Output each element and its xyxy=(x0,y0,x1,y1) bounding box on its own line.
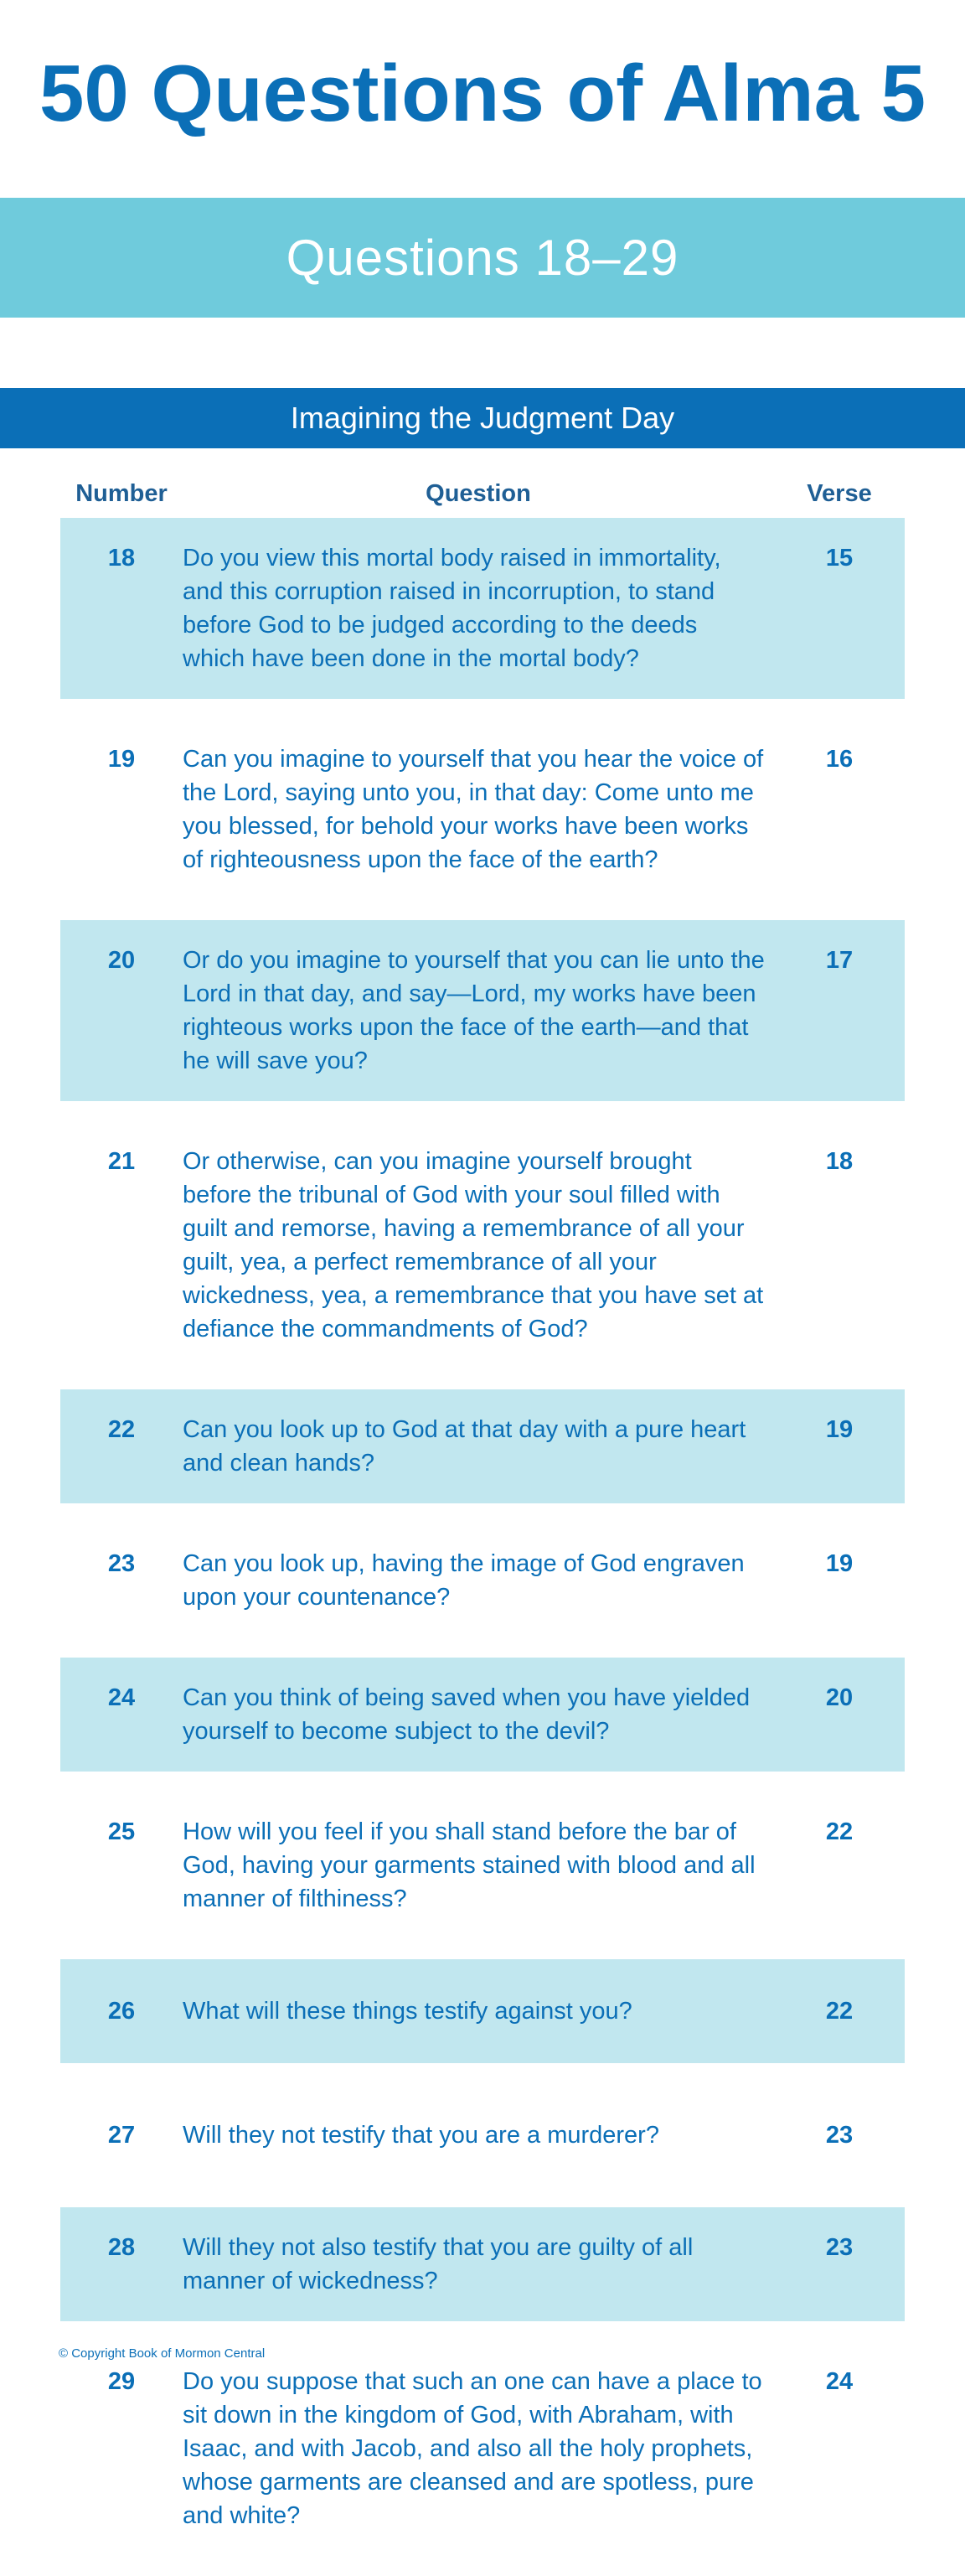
table-row xyxy=(60,1121,905,1369)
subtitle-banner xyxy=(0,198,965,318)
table-row xyxy=(60,518,905,699)
table-header-row xyxy=(60,473,905,514)
table-row xyxy=(60,2207,905,2321)
question-text: What will these things testify against you? xyxy=(183,1998,632,2025)
question-number: 22 xyxy=(107,1416,136,1443)
table-body xyxy=(60,518,905,2556)
table-row xyxy=(60,920,905,1101)
verse-number: 23 xyxy=(825,2234,854,2261)
verse-number: 18 xyxy=(825,1148,854,1175)
question-text: Will they not testify that you are a murderer? xyxy=(183,2122,659,2149)
table-row xyxy=(60,1523,905,1637)
question-number: 29 xyxy=(107,2368,136,2395)
question-number: 25 xyxy=(107,1818,136,1845)
question-text: Or otherwise, can you imagine yourself brought before the tribunal of God with your soul filled with guilt and remorse, having a remembrance of all your guilt, yea, a perfect remembrance of all your wickedness, yea, a remembrance that you have set at defiance the commandments of God? xyxy=(183,1148,764,1342)
table-row xyxy=(60,1389,905,1503)
table-row xyxy=(60,1959,905,2063)
question-text: Or do you imagine to yourself that you can lie unto the Lord in that day, and say—Lord, my works have been righteous works upon the face of the earth—and that he will save you? xyxy=(183,947,765,1074)
verse-number: 20 xyxy=(825,1684,854,1711)
question-number: 28 xyxy=(107,2234,136,2261)
verse-number: 17 xyxy=(825,947,854,974)
question-text: Can you look up, having the image of God engraven upon your countenance? xyxy=(183,1550,745,1611)
copyright-footer: © Copyright Book of Mormon Central xyxy=(59,2346,266,2361)
table-row xyxy=(60,2341,905,2556)
question-text: Do you view this mortal body raised in immortality, and this corruption raised in incorruption, to stand before God to be judged according to the deeds which have been done in the mortal body? xyxy=(183,545,721,672)
question-number: 23 xyxy=(107,1550,136,1577)
verse-number: 19 xyxy=(825,1416,854,1443)
question-number: 19 xyxy=(107,746,136,773)
question-text: Can you look up to God at that day with a pure heart and clean hands? xyxy=(183,1416,746,1477)
table-row xyxy=(60,1792,905,1939)
question-text: Do you suppose that such an one can have a place to sit down in the kingdom of God, with Abraham, with Isaac, and with Jacob, and also all the holy prophets, whose garments are cleansed and are spotless, pure and white? xyxy=(183,2368,762,2529)
verse-number: 16 xyxy=(825,746,854,773)
question-number: 27 xyxy=(107,2122,136,2149)
subtitle: Questions 18–29 xyxy=(286,230,679,286)
verse-number: 15 xyxy=(825,545,854,572)
question-number: 21 xyxy=(107,1148,136,1175)
table-row xyxy=(60,719,905,900)
section-title: Imagining the Judgment Day xyxy=(290,401,675,435)
section-header-bar xyxy=(0,388,965,448)
header-question: Question xyxy=(426,479,531,507)
question-number: 24 xyxy=(107,1684,136,1711)
verse-number: 22 xyxy=(825,1998,854,2025)
question-text: Can you imagine to yourself that you hear the voice of the Lord, saying unto you, in that day: Come unto me you blessed, for behold your works have been works of righteousness upon the face of the earth? xyxy=(183,746,764,873)
table-row xyxy=(60,1658,905,1772)
question-text: Can you think of being saved when you have yielded yourself to become subject to the devil? xyxy=(183,1684,751,1745)
verse-number: 19 xyxy=(825,1550,854,1577)
question-text: How will you feel if you shall stand before the bar of God, having your garments stained with blood and all manner of filthiness? xyxy=(183,1818,756,1912)
question-number: 26 xyxy=(107,1998,136,2025)
verse-number: 24 xyxy=(825,2368,854,2395)
page-title: 50 Questions of Alma 5 xyxy=(39,49,926,138)
question-number: 18 xyxy=(107,545,136,572)
verse-number: 22 xyxy=(825,1818,854,1845)
question-number: 20 xyxy=(107,947,136,974)
table-row xyxy=(60,2083,905,2187)
questions-table xyxy=(60,473,905,2576)
question-text: Will they not also testify that you are guilty of all manner of wickedness? xyxy=(183,2234,694,2294)
verse-number: 23 xyxy=(825,2122,854,2149)
header-number: Number xyxy=(75,479,168,507)
header-verse: Verse xyxy=(807,479,872,507)
